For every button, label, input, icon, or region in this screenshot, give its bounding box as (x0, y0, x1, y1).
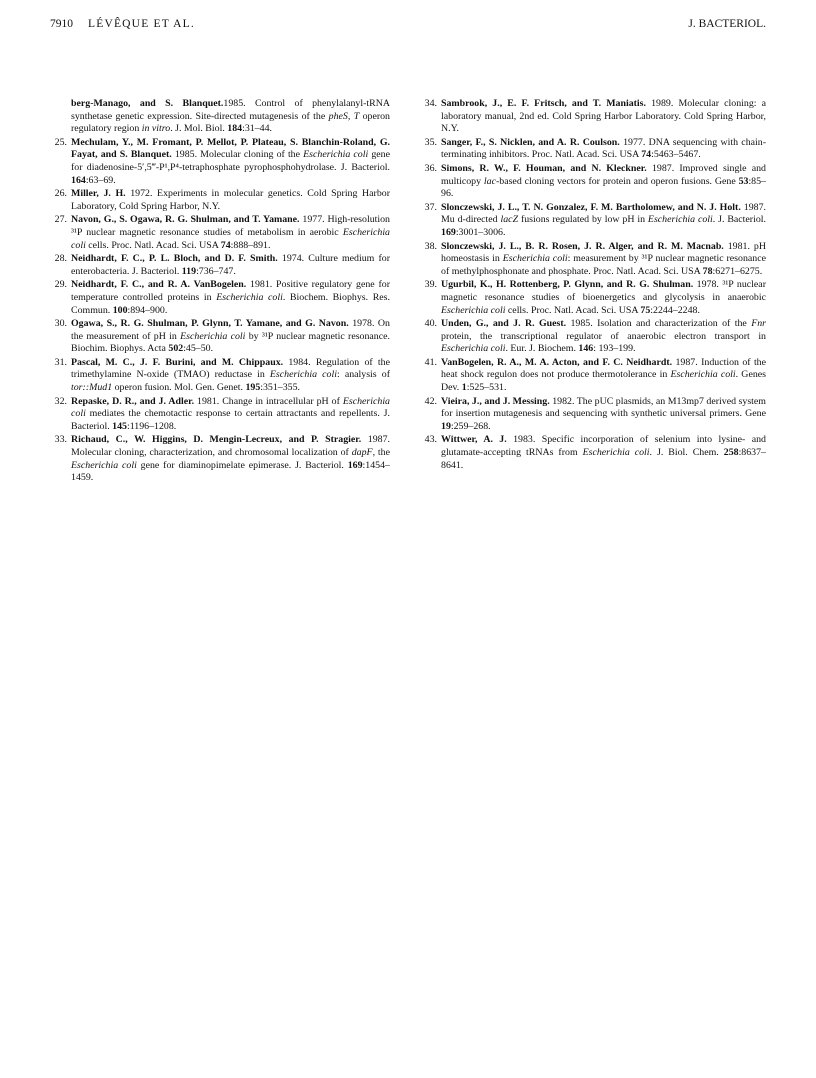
reference-text: 1983. Specific incorporation of selenium into lysine- and glutamate-accepting tRNAs from (441, 434, 766, 459)
reference-number: 39. (424, 279, 437, 291)
reference-number: 34. (424, 98, 437, 109)
reference-text: 1978. On the measurement of pH in (71, 318, 390, 342)
reference-italic: Escherichia coli (502, 253, 568, 265)
reference-text: 1984. Regulation of the trimethylamine N-oxide (TMAO) reductase in (71, 356, 390, 381)
reference-authors: Ogawa, S., R. G. Shulman, P. Glynn, T. Yamane, and G. Navon. (71, 318, 349, 330)
reference-text: : measurement by ³¹P nuclear magnetic resonance of methylphosphonate and phosphate. Proc. Natl. Acad. Sci. USA (441, 253, 766, 277)
reference-authors: Repaske, D. R., and J. Adler. (71, 395, 195, 407)
reference-text: . J. Bacteriol. (712, 214, 766, 226)
reference-text: operon fusion. Mol. Gen. Genet. (112, 382, 246, 394)
reference-volume: 119 (181, 265, 197, 277)
reference-entry (50, 98, 390, 136)
reference-number: 38. (424, 240, 437, 252)
reference-text: mediates the chemotactic response to certain attractants and repellents. J. Bacteriol. (71, 408, 390, 432)
reference-italic: Escherichia coli (441, 343, 506, 355)
reference-authors: Pascal, M. C., J. F. Burini, and M. Chippaux. (71, 356, 284, 368)
reference-authors: Slonczewski, J. L., T. N. Gonzalez, F. M. Bartholomew, and N. J. Holt. (441, 201, 741, 213)
reference-text: 1977. DNA sequencing with chain-terminating inhibitors. Proc. Natl. Acad. Sci. USA (441, 136, 766, 161)
reference-text: . Genes Dev. (441, 369, 766, 394)
page-number: 7910 (50, 18, 73, 30)
reference-pages: :259–268. (450, 420, 491, 432)
reference-text: . Eur. J. Biochem. (505, 343, 579, 355)
reference-text: . Biochem. Biophys. Res. Commun. (71, 291, 390, 316)
reference-entry (50, 434, 390, 484)
reference-italic: dapF (351, 447, 373, 459)
reference-text: gene for diaminopimelate epimerase. J. Bacteriol. (136, 459, 348, 471)
reference-pages: :31–44. (242, 123, 272, 135)
reference-italic: Escherichia coli (303, 149, 369, 161)
reference-volume: 100 (112, 304, 128, 316)
reference-entry (420, 279, 766, 317)
reference-number: 33. (54, 434, 67, 446)
reference-authors: Mechulam, Y., M. Fromant, P. Mellot, P. Plateau, S. Blanchin-Roland, G. Fayat, and S. Blanquet. (71, 136, 390, 161)
reference-pages: :736–747. (196, 265, 236, 277)
reference-text: 1982. The pUC plasmids, an M13mp7 derived system for insertion mutagenesis and sequencing with synthetic universal primers. Gene (441, 395, 766, 420)
reference-italic: Escherichia coli (670, 369, 736, 381)
reference-authors: Richaud, C., W. Higgins, D. Mengin-Lecreux, and P. Stragier. (71, 434, 362, 446)
reference-entry (50, 253, 390, 278)
reference-italic: Fnr (751, 318, 766, 330)
reference-number: 25. (54, 136, 67, 148)
reference-number: 28. (54, 253, 67, 265)
reference-text: cells. Proc. Natl. Acad. Sci. USA (505, 304, 641, 316)
reference-text: 1972. Experiments in molecular genetics. Cold Spring Harbor Laboratory, Cold Spring Harbor, N.Y. (71, 188, 390, 212)
reference-number: 43. (424, 434, 437, 446)
reference-volume: 1 (461, 382, 467, 394)
reference-pages: :2244–2248. (650, 304, 700, 316)
reference-authors: Neidhardt, F. C., and R. A. VanBogelen. (71, 279, 247, 291)
reference-italic: Escherichia coli (647, 214, 713, 226)
reference-authors: Vieira, J., and J. Messing. (441, 395, 550, 407)
reference-volume: 502 (168, 343, 184, 355)
reference-pages: :1454–1459. (71, 459, 390, 484)
reference-entry (50, 279, 390, 317)
reference-entry (420, 202, 766, 240)
reference-pages: :63–69. (85, 174, 116, 186)
reference-text: 1987. Induction of the heat shock regulon does not produce thermotolerance in (441, 356, 767, 381)
reference-entry (420, 396, 766, 434)
reference-volume: 169 (347, 459, 363, 471)
reference-italic: Escherichia coli (582, 447, 650, 459)
reference-number: 37. (424, 201, 437, 213)
reference-pages: : 193–199. (593, 343, 636, 355)
reference-entry (420, 357, 766, 395)
reference-text: : analysis of (336, 369, 390, 381)
reference-entry (50, 396, 390, 434)
reference-text: -based cloning vectors for protein and operon fusions. Gene (495, 175, 739, 187)
running-authors: LÉVÊQUE ET AL. (88, 18, 195, 30)
reference-entry (420, 137, 766, 162)
reference-volume: 78 (702, 265, 713, 277)
reference-text: 1985. Control of phenylalanyl-tRNA synthetase genetic expression. Site-directed mutagenesis of the (71, 98, 390, 122)
reference-text: 1977. High-resolution ³¹P nuclear magnetic resonance studies of metabolism in aerobic (71, 214, 390, 238)
reference-text: 1987. Improved single and multicopy (441, 162, 766, 187)
reference-volume: 74 (220, 239, 231, 251)
reference-pages: :85–96. (441, 175, 766, 200)
reference-volume: 258 (723, 447, 739, 459)
reference-volume: 19 (441, 420, 451, 432)
reference-volume: 74 (641, 149, 652, 161)
reference-text: . J. Biol. Chem. (649, 447, 724, 459)
reference-italic: Escherichia coli (71, 226, 390, 251)
reference-italic: tor::Mud1 (71, 382, 113, 394)
reference-italic: in vitro (141, 123, 171, 135)
reference-entry (50, 214, 390, 252)
reference-number: 31. (54, 356, 67, 368)
reference-entry (50, 137, 390, 187)
reference-text: 1981. pH homeostasis in (441, 240, 766, 265)
reference-text: 1978. ³¹P nuclear magnetic resonance studies of bioenergetics and glycolysis in anaerobic (441, 279, 766, 303)
references-right-column (420, 98, 766, 473)
reference-authors: Simons, R. W., F. Houman, and N. Kleckner. (441, 162, 647, 174)
reference-italic: lac (483, 175, 496, 187)
reference-number: 26. (54, 188, 67, 200)
reference-authors: Navon, G., S. Ogawa, R. G. Shulman, and T. Yamane. (71, 214, 300, 226)
reference-number: 35. (424, 136, 437, 148)
reference-italic: Escherichia coli (71, 395, 390, 420)
reference-volume: 195 (245, 382, 261, 394)
reference-number: 36. (424, 162, 437, 174)
references-left-column (50, 98, 390, 486)
reference-volume: 145 (112, 420, 127, 432)
reference-pages: :351–355. (260, 382, 301, 394)
reference-entry (420, 318, 766, 356)
reference-entry (420, 241, 766, 279)
reference-number: 41. (424, 356, 437, 368)
reference-italic: Escherichia coli (180, 330, 246, 342)
reference-entry (420, 434, 766, 472)
reference-entry (50, 357, 390, 395)
reference-volume: 146 (578, 343, 594, 355)
reference-authors: Wittwer, A. J. (441, 434, 507, 446)
reference-italic: pheS, T (328, 110, 360, 122)
reference-italic: Escherichia coli (216, 291, 283, 303)
reference-text: 1974. Culture medium for enterobacteria. J. Bacteriol. (71, 253, 390, 277)
reference-entry (50, 318, 390, 356)
page-header (50, 18, 766, 34)
reference-number: 32. (54, 395, 67, 407)
reference-authors: Neidhardt, F. C., P. L. Bloch, and D. F. Smith. (71, 253, 278, 265)
reference-pages: :5463–5467. (651, 149, 701, 161)
reference-authors: Unden, G., and J. R. Guest. (441, 318, 567, 330)
reference-pages: :3001–3006. (455, 226, 506, 238)
reference-authors: berg-Manago, and S. Blanquet. (71, 98, 224, 109)
reference-pages: :45–50. (183, 343, 214, 355)
reference-italic: Escherichia coli (441, 304, 506, 316)
reference-volume: 53 (738, 175, 749, 187)
reference-pages: :8637–8641. (441, 447, 766, 471)
journal-name: J. BACTERIOL. (688, 18, 766, 30)
reference-authors: VanBogelen, R. A., M. A. Acton, and F. C. Neidhardt. (441, 356, 673, 368)
reference-volume: 184 (227, 123, 243, 135)
reference-text: by ³¹P nuclear magnetic resonance. Biochim. Biophys. Acta (71, 330, 390, 355)
reference-pages: :894–900. (127, 304, 168, 316)
reference-italic: Escherichia coli (269, 369, 337, 381)
reference-text: 1989. Molecular cloning: a laboratory manual, 2nd ed. Cold Spring Harbor Laboratory. Cold Spring Harbor, N.Y. (441, 98, 767, 135)
reference-italic: lacZ (500, 214, 519, 226)
reference-text: 1987. Molecular cloning, characterization, and chromosomal localization of (71, 434, 390, 459)
reference-volume: 164 (71, 174, 86, 186)
reference-text: operon regulatory region (71, 110, 390, 135)
reference-authors: Miller, J. H. (71, 188, 126, 200)
reference-text: 1985. Molecular cloning of the (171, 149, 304, 161)
reference-text: protein, the transcriptional regulator of anaerobic electron transport in (441, 330, 766, 342)
reference-text: gene for diadenosine-5′,5‴-P¹,P⁴-tetraphosphate pyrophosphohydrolase. J. Bacteriol. (71, 149, 390, 173)
reference-entry (50, 188, 390, 213)
reference-pages: :6271–6275. (712, 265, 763, 277)
reference-text: . J. Mol. Biol. (170, 123, 228, 135)
reference-text: 1981. Change in intracellular pH of (194, 395, 343, 407)
reference-italic: Escherichia coli (71, 459, 137, 471)
reference-pages: :1196–1208. (126, 420, 177, 432)
reference-authors: Slonczewski, J. L., B. R. Rosen, J. R. Alger, and R. M. Macnab. (441, 240, 724, 252)
reference-volume: 75 (640, 304, 651, 316)
reference-entry (420, 163, 766, 201)
reference-authors: Sanger, F., S. Nicklen, and A. R. Coulson. (441, 136, 620, 148)
reference-text: 1985. Isolation and characterization of the (566, 318, 752, 330)
reference-authors: Sambrook, J., E. F. Fritsch, and T. Maniatis. (441, 98, 646, 109)
reference-number: 42. (424, 395, 437, 407)
reference-text: 1987. Mu d-directed (441, 201, 766, 226)
reference-number: 27. (54, 214, 67, 226)
reference-text: fusions regulated by low pH in (518, 214, 648, 226)
reference-pages: :525–531. (466, 382, 507, 394)
reference-number: 29. (54, 279, 67, 291)
reference-volume: 169 (441, 226, 456, 238)
reference-text: , the (372, 447, 390, 459)
reference-text: cells. Proc. Natl. Acad. Sci. USA (85, 239, 221, 251)
reference-number: 40. (424, 318, 437, 330)
reference-entry (420, 98, 766, 136)
reference-number: 30. (54, 318, 67, 330)
reference-authors: Ugurbil, K., H. Rottenberg, P. Glynn, and R. G. Shulman. (441, 279, 694, 291)
reference-text: 1981. Positive regulatory gene for temperature controlled proteins in (71, 279, 390, 303)
reference-pages: :888–891. (230, 239, 271, 251)
